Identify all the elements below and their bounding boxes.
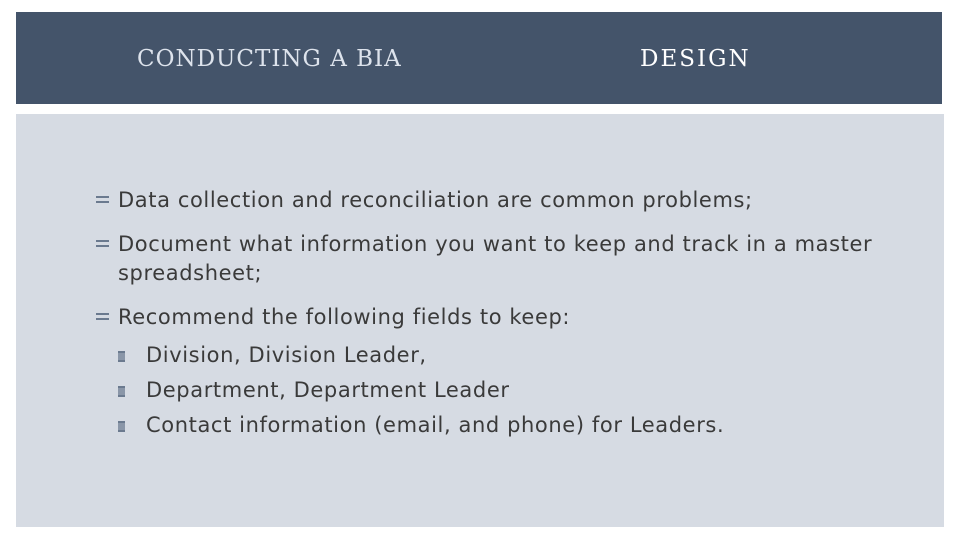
- sub-bullet-text: Contact information (email, and phone) for Leaders.: [146, 413, 725, 437]
- bullet-marker-icon: [96, 240, 109, 247]
- section-title: CONDUCTING A BIA: [137, 46, 402, 72]
- bullet-marker-icon: [96, 196, 109, 203]
- slide-title: DESIGN: [640, 46, 751, 72]
- sub-bullet-item: [118, 338, 896, 373]
- header-bar: [16, 12, 942, 104]
- content-panel: [16, 114, 944, 527]
- bullet-item: [96, 230, 896, 288]
- sub-bullet-text: Division, Division Leader,: [146, 343, 427, 367]
- bullet-marker-icon: [96, 313, 109, 320]
- sub-bullet-text: Department, Department Leader: [146, 378, 510, 402]
- bullet-text: Data collection and reconciliation are common problems;: [118, 188, 753, 212]
- square-bullet-icon: [118, 351, 125, 362]
- bullet-text: Recommend the following fields to keep:: [118, 305, 571, 329]
- bullet-text: Document what information you want to keep and track in a master spreadsheet;: [118, 232, 873, 285]
- sub-bullet-list: [118, 338, 896, 443]
- square-bullet-icon: [118, 386, 125, 397]
- sub-bullet-item: [118, 408, 896, 443]
- bullet-item: [96, 303, 896, 443]
- sub-bullet-item: [118, 373, 896, 408]
- bullet-item: [96, 186, 896, 215]
- square-bullet-icon: [118, 421, 125, 432]
- bullet-list: [96, 186, 896, 458]
